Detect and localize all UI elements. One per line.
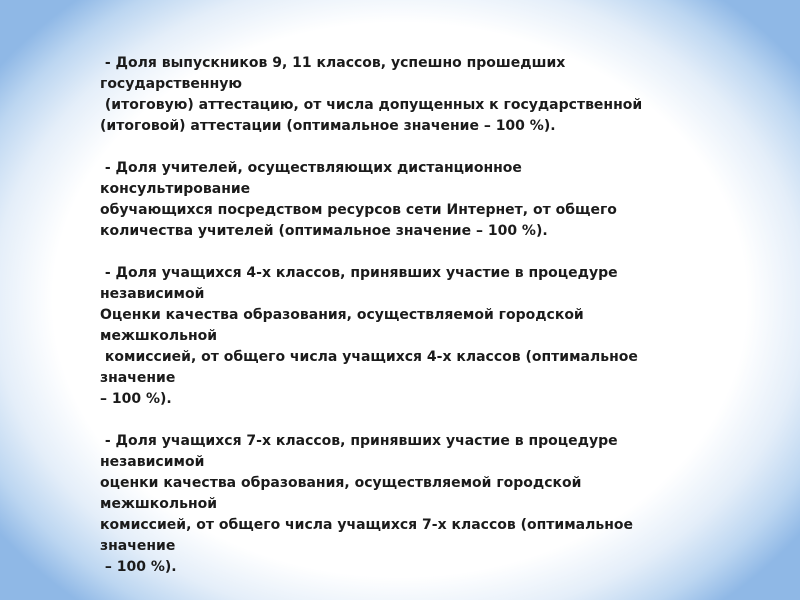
slide-body <box>100 53 700 599</box>
text-line: – 100 %). <box>100 391 172 407</box>
text-line: (итоговой) аттестации (оптимальное значение – 100 %). <box>100 118 556 134</box>
text-line: межшкольной <box>100 496 218 512</box>
paragraph-teachers <box>100 158 700 242</box>
text-line: – 100 %). <box>100 559 177 575</box>
text-line: - Доля учащихся 4-х классов, принявших участие в процедуре <box>100 265 618 281</box>
text-line: - Доля выпускников 9, 11 классов, успешно прошедших <box>100 55 566 71</box>
text-line: комиссией, от общего числа учащихся 4-х классов (оптимальное <box>100 349 638 365</box>
text-line: независимой <box>100 454 205 470</box>
text-line: оценки качества образования, осуществляемой городской <box>100 475 582 491</box>
paragraph-grade-7 <box>100 431 700 578</box>
text-line: независимой <box>100 286 205 302</box>
text-line: межшкольной <box>100 328 218 344</box>
text-line: значение <box>100 370 176 386</box>
paragraph-grade-4 <box>100 263 700 410</box>
text-line: - Доля учащихся 7-х классов, принявших участие в процедуре <box>100 433 618 449</box>
text-line: количества учителей (оптимальное значение – 100 %). <box>100 223 548 239</box>
text-line: значение <box>100 538 176 554</box>
text-line: - Доля учителей, осуществляющих дистанционное <box>100 160 522 176</box>
text-line: обучающихся посредством ресурсов сети Интернет, от общего <box>100 202 617 218</box>
text-line: консультирование <box>100 181 251 197</box>
paragraph-graduates <box>100 53 700 137</box>
text-line: Оценки качества образования, осуществляемой городской <box>100 307 584 323</box>
text-line: (итоговую) аттестацию, от числа допущенных к государственной <box>100 97 643 113</box>
text-line: государственную <box>100 76 242 92</box>
text-line: комиссией, от общего числа учащихся 7-х классов (оптимальное <box>100 517 634 533</box>
